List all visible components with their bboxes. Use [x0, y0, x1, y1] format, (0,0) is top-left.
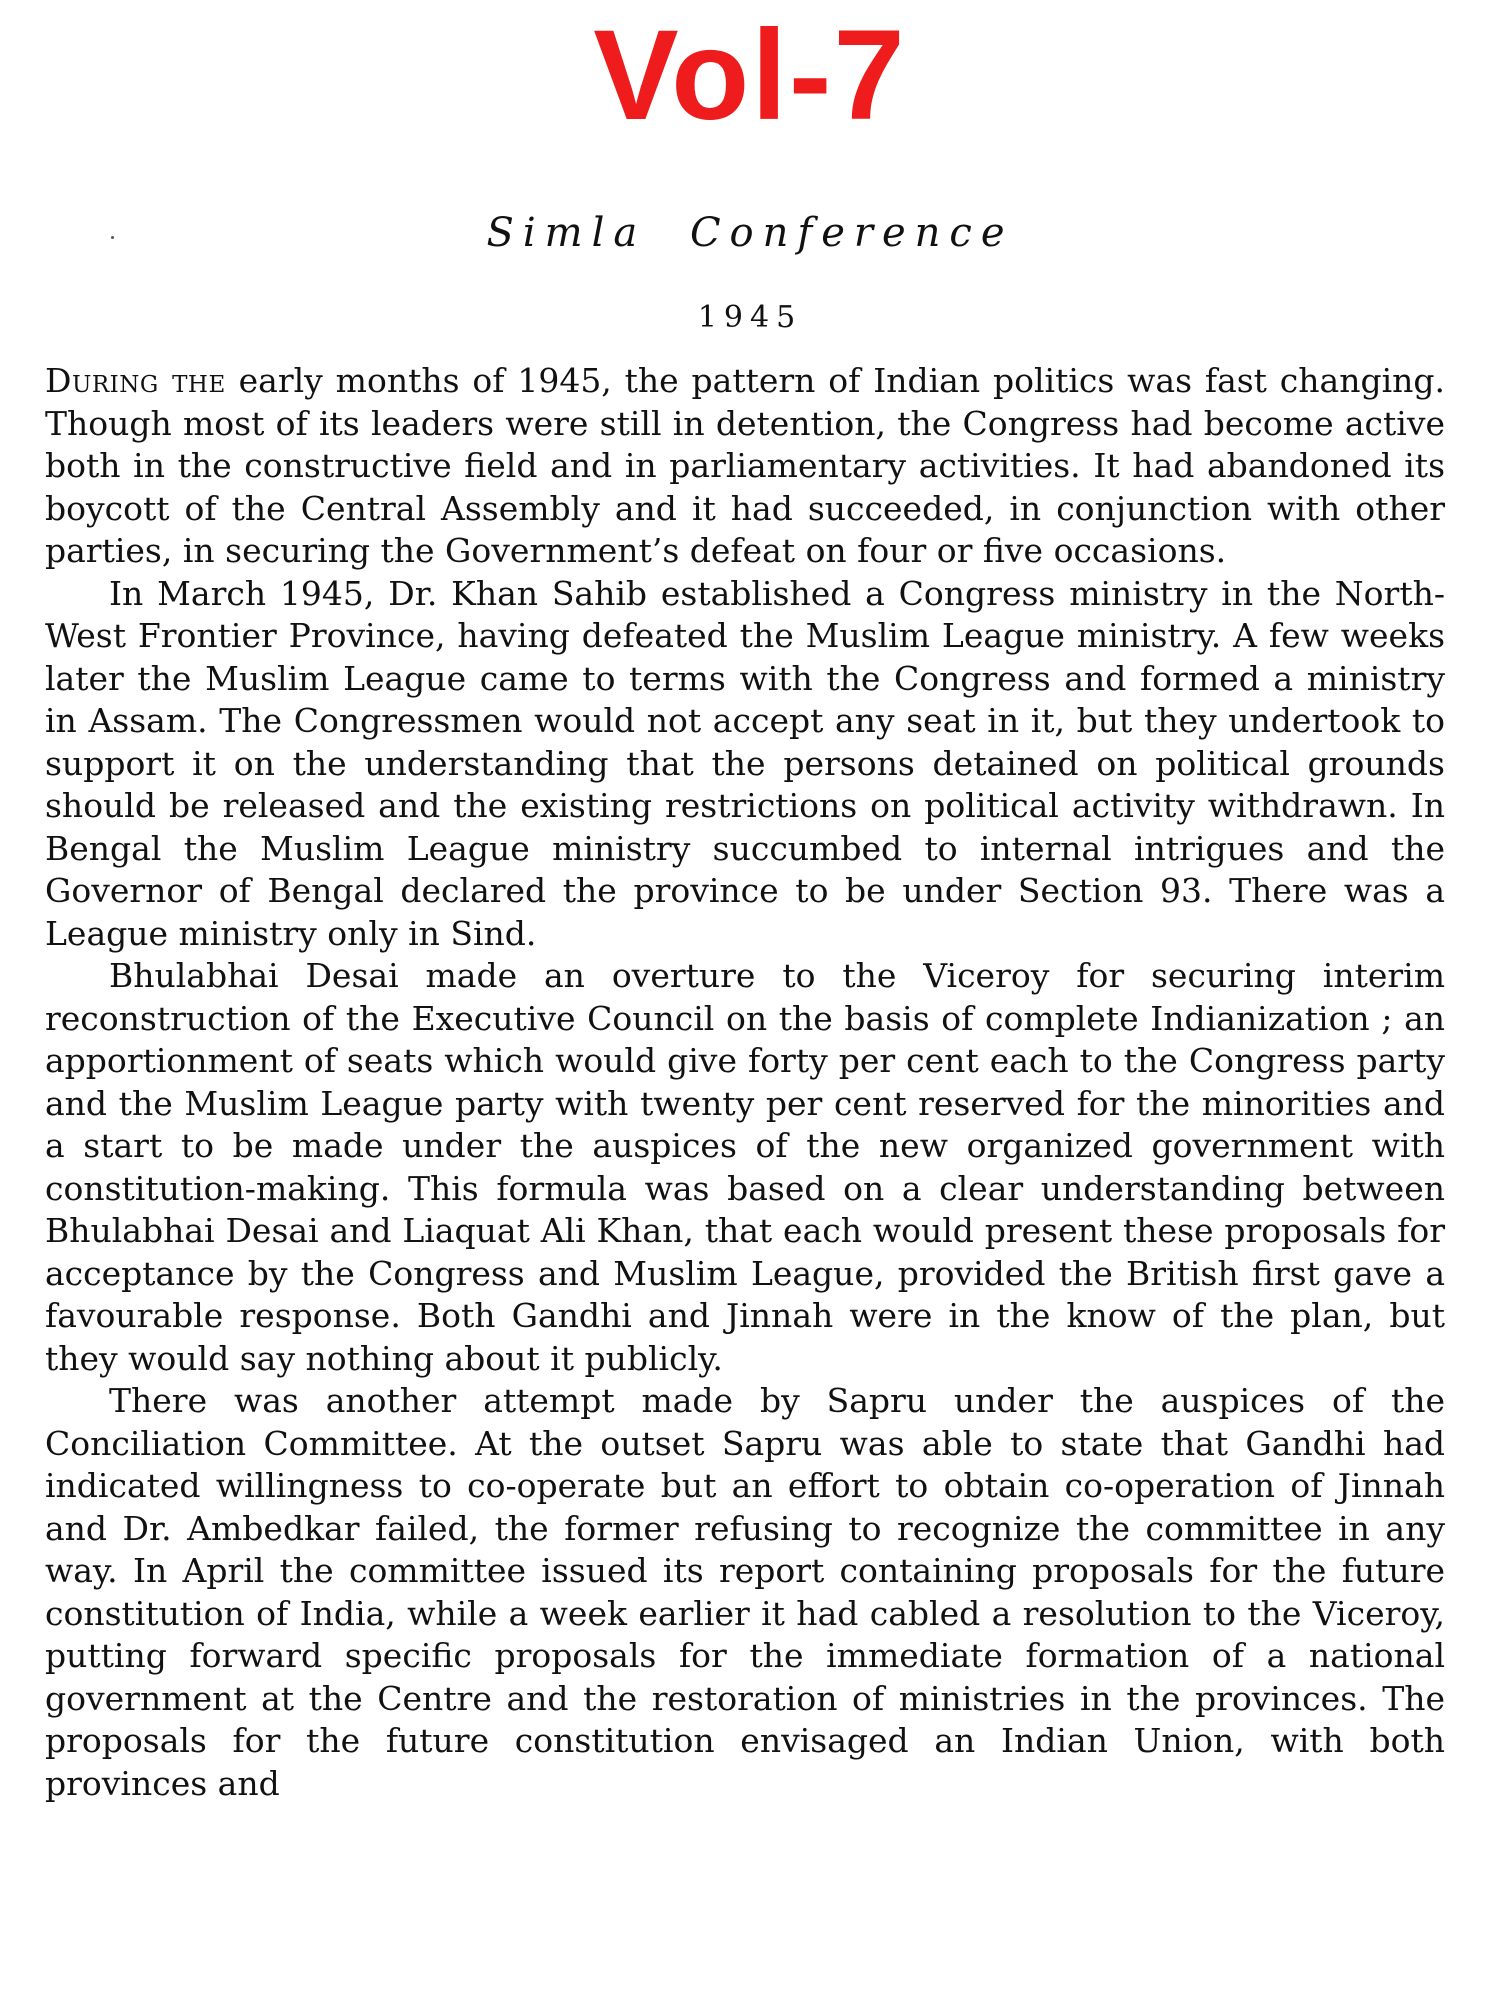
paragraph-1: [45, 360, 1445, 573]
chapter-title: Simla Conference: [486, 210, 1014, 256]
paragraph-lead-in: During the: [45, 361, 226, 400]
chapter-year: 1945: [697, 300, 803, 335]
paragraph-2: In March 1945, Dr. Khan Sahib established a Congress ministry in the North-West Frontier Province, having defeated the Muslim League ministry. A few weeks later the Muslim League came to terms with the Congress and formed a ministry in Assam. The Congressmen would not accept any seat in it, but they undertook to support it on the understanding that the persons detained on political grounds should be released and the existing restrictions on political activity withdrawn. In Bengal the Muslim League ministry succumbed to internal intrigues and the Governor of Bengal declared the province to be under Section 93. There was a League ministry only in Sind.: [45, 573, 1445, 953]
chapter-body: [45, 360, 1445, 1805]
volume-label: Vol-7: [593, 4, 907, 147]
paragraph-3: Bhulabhai Desai made an overture to the Viceroy for securing interim reconstruction of the Executive Council on the basis of complete Indianization ; an apportionment of seats which would give forty per cent each to the Congress party and the Muslim League party with twenty per cent reserved for the minorities and a start to be made under the auspices of the new organized government with constitution-making. This formula was based on a clear understanding between Bhulabhai Desai and Liaquat Ali Khan, that each would present these proposals for acceptance by the Congress and Muslim League, provided the British first gave a favourable response. Both Gandhi and Jinnah were in the know of the plan, but they would say nothing about it publicly.: [45, 956, 1445, 1378]
paragraph-1-text: early months of 1945, the pattern of Indian politics was fast changing. Though most of its leaders were still in detention, the Congress had become active both in the constructive field and in parliamentary activities. It had abandoned its boycott of the Central Assembly and it had succeeded, in conjunction with other parties, in securing the Government’s defeat on four or five occasions.: [45, 361, 1446, 570]
paragraph-4: There was another attempt made by Sapru under the auspices of the Conciliation Committee. At the outset Sapru was able to state that Gandhi had indicated willingness to co-operate but an effort to obtain co-operation of Jinnah and Dr. Ambedkar failed, the former refusing to recognize the committee in any way. In April the committee issued its report containing proposals for the future constitution of India, while a week earlier it had cabled a resolution to the Viceroy, putting forward specific proposals for the immediate formation of a national government at the Centre and the restoration of ministries in the provinces. The proposals for the future constitution envisaged an Indian Union, with both provinces and: [45, 1381, 1445, 1803]
